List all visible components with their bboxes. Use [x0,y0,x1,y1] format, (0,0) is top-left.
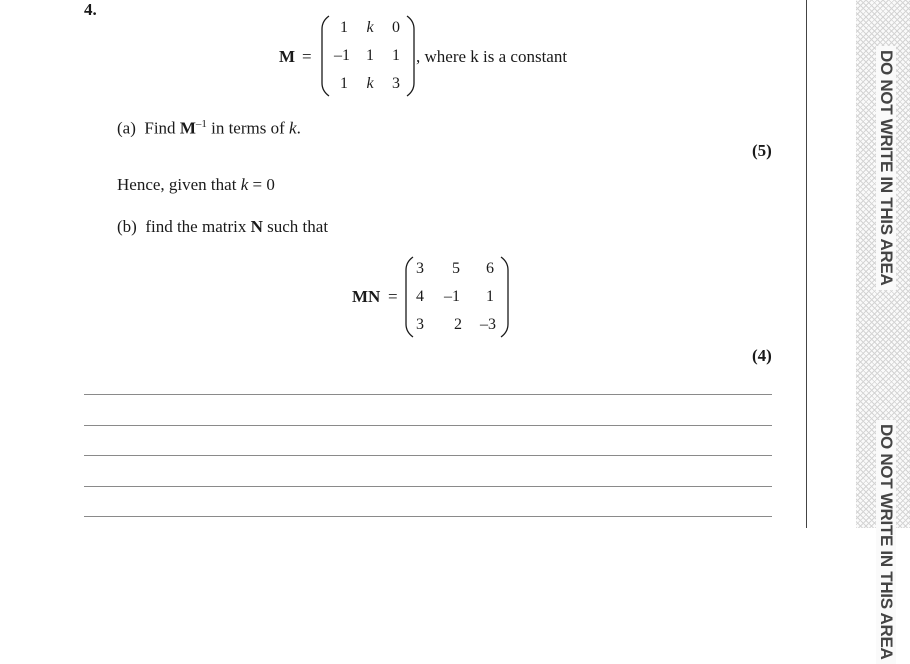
part-b-text: find the matrix [145,217,247,236]
margin-warning-bottom: DO NOT WRITE IN THIS AREA [876,420,896,664]
matrix-m [320,15,416,97]
part-a-find: Find [144,118,176,138]
margin-warning-top: DO NOT WRITE IN THIS AREA [876,46,896,290]
m-cell: 3 [392,75,400,92]
answer-line[interactable] [84,455,772,456]
mn-cell: 4 [416,288,424,305]
mn-cell: –1 [444,288,460,305]
matrix-mn-equals: = [388,287,398,306]
mn-cell: 3 [416,260,424,277]
part-a-inverse-sup: –1 [195,118,207,130]
hence-statement [117,175,275,195]
part-b-matrix-name: N [250,217,263,236]
left-paren-icon [320,15,330,97]
matrix-m-label: M [279,47,296,66]
hence-text: Hence, given that [117,175,237,194]
mn-cell: –3 [480,316,496,333]
part-b-statement [117,217,328,237]
m-cell: 1 [340,19,348,36]
part-a-marks: (5) [752,141,772,160]
question-number: 4. [84,0,97,19]
part-a-text: in terms of [211,118,285,138]
matrix-m-equals: = [302,47,312,66]
part-b-label: (b) [117,217,137,236]
m-cell: k [366,19,374,36]
mn-cell: 3 [416,316,424,333]
hence-rest: = 0 [252,175,275,194]
m-cell: k [366,75,374,92]
mn-cell: 5 [452,260,460,277]
hence-var: k [240,175,249,194]
part-a-matrix-name: M [179,118,196,138]
answer-line[interactable] [84,486,772,487]
m-cell: –1 [334,47,350,64]
matrix-mn-label: MN [352,287,381,306]
m-cell: 1 [392,47,400,64]
mn-cell: 2 [454,316,462,333]
part-a-label: (a) [117,118,136,138]
part-b-marks: (4) [752,346,772,365]
part-a-period: . [296,118,301,138]
matrix-m-suffix: , where k is a constant [416,47,568,66]
mn-cell: 6 [486,260,494,277]
m-cell: 1 [366,47,374,64]
part-b-rest: such that [267,217,329,236]
answer-line[interactable] [84,425,772,426]
answer-line[interactable] [84,394,772,395]
part-a-statement [117,118,301,139]
m-cell: 1 [340,75,348,92]
mn-cell: 1 [486,288,494,305]
part-a-var: k [289,118,297,138]
margin-hatched-area [856,0,910,660]
matrix-mn [404,256,510,338]
m-cell: 0 [392,19,400,36]
page-edge-divider [806,0,807,528]
answer-line[interactable] [84,516,772,517]
